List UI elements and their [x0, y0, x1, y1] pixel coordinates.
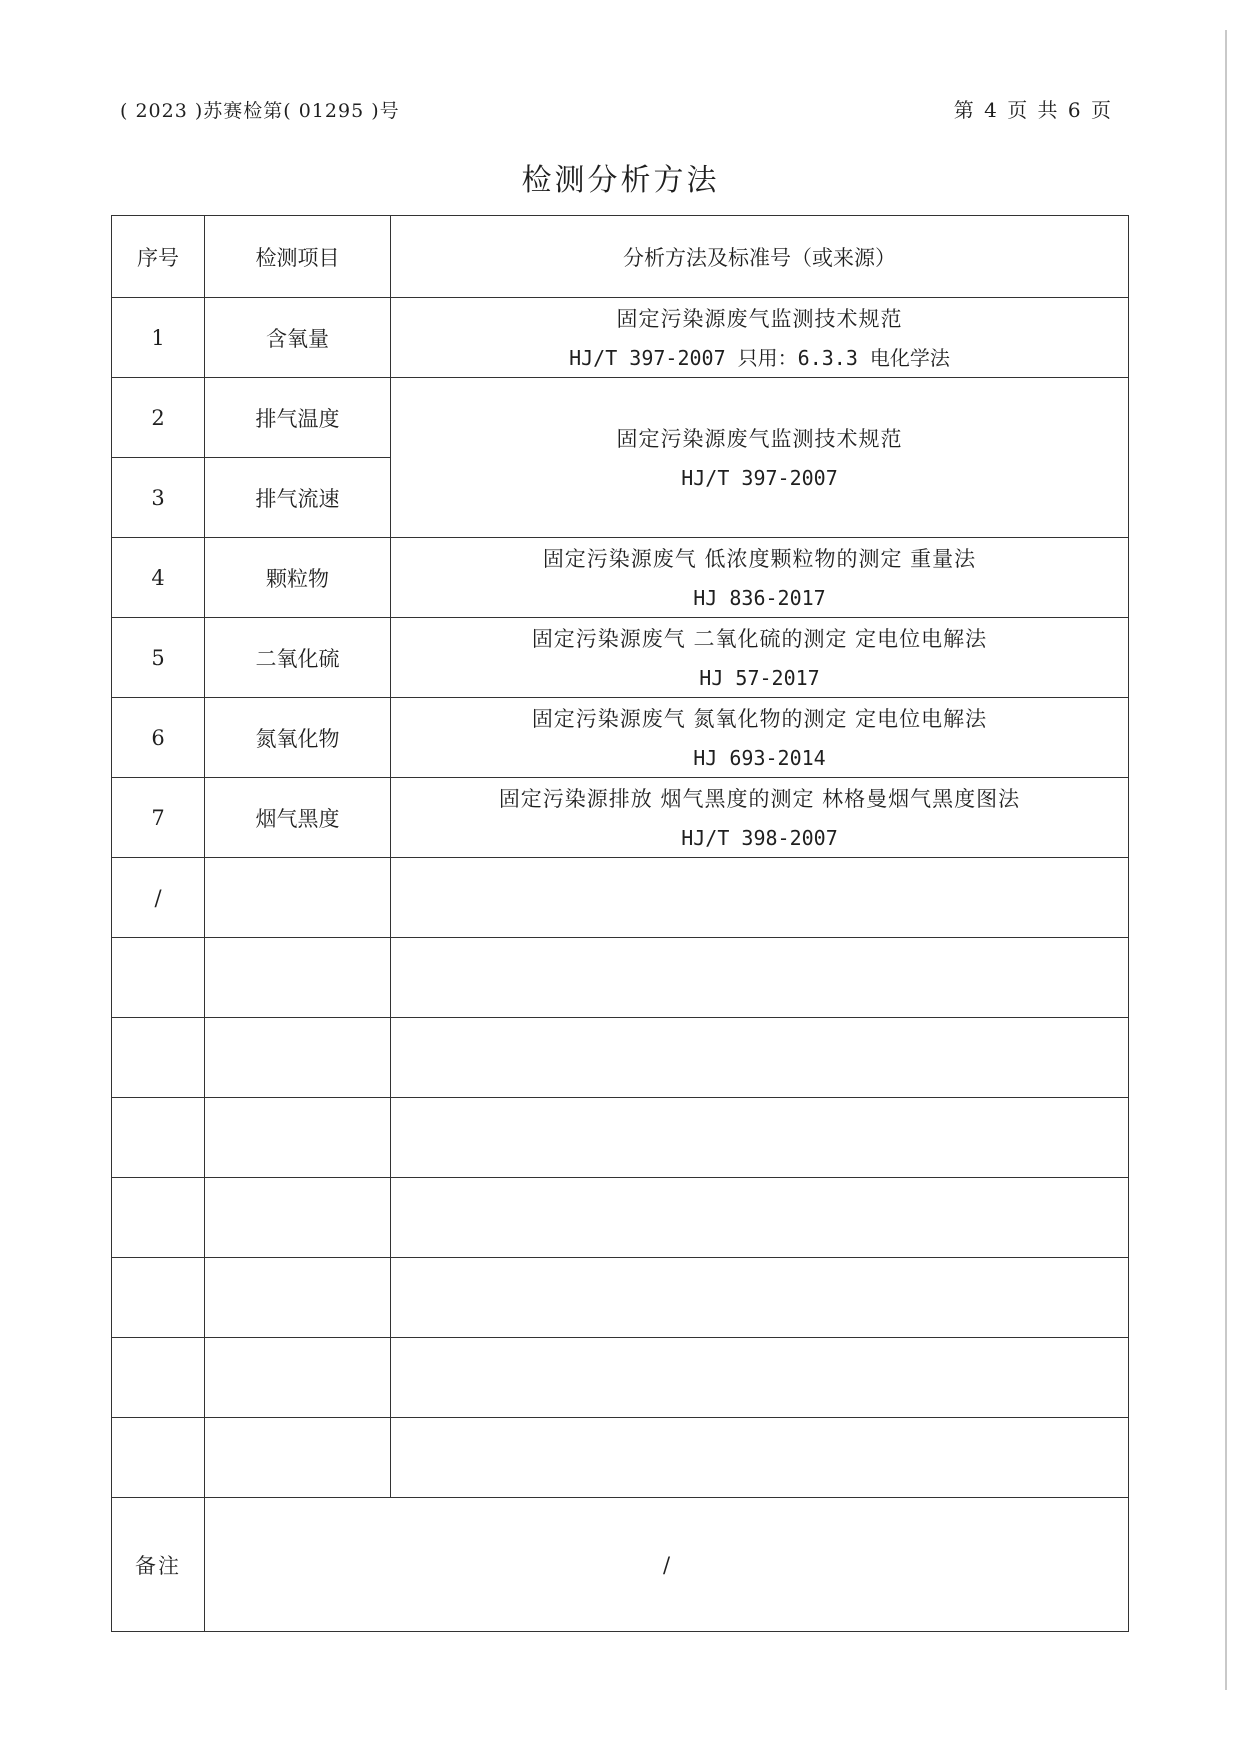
method-name: 固定污染源废气 二氧化硫的测定 定电位电解法	[531, 626, 988, 651]
method-name: 固定污染源废气 氮氧化物的测定 定电位电解法	[531, 706, 988, 731]
empty-row	[112, 1338, 1129, 1418]
row-item: 颗粒物	[205, 538, 391, 618]
row-no: 5	[112, 618, 205, 698]
table-row	[112, 378, 1129, 458]
remark-row	[112, 1498, 1129, 1632]
row-item: 氮氧化物	[205, 698, 391, 778]
method-standard: HJ 693-2014	[693, 745, 826, 770]
method-name: 固定污染源废气 低浓度颗粒物的测定 重量法	[542, 546, 977, 571]
row-item: 含氧量	[205, 298, 391, 378]
row-method-cell	[391, 538, 1129, 618]
row-item: 烟气黑度	[205, 778, 391, 858]
page-title: 检测分析方法	[521, 163, 720, 198]
row-item	[205, 858, 391, 938]
row-no: 1	[112, 298, 205, 378]
row-no: 4	[112, 538, 205, 618]
row-method-cell	[391, 378, 1129, 538]
remark-value: /	[205, 1498, 1129, 1632]
method-standard: HJ/T 398-2007	[681, 825, 838, 850]
row-no: 2	[112, 378, 205, 458]
header-cell-method: 分析方法及标准号（或来源）	[391, 216, 1129, 298]
remark-label: 备注	[112, 1498, 205, 1632]
row-item: 二氧化硫	[205, 618, 391, 698]
scan-edge	[1225, 30, 1227, 1690]
row-item: 排气温度	[205, 378, 391, 458]
table-row	[112, 538, 1129, 618]
report-number: ( 2023 )苏赛检第( 01295 )号	[120, 100, 400, 122]
header-cell-item: 检测项目	[205, 216, 391, 298]
row-no: 3	[112, 458, 205, 538]
empty-row	[112, 1178, 1129, 1258]
empty-row	[112, 1418, 1129, 1498]
table-row	[112, 858, 1129, 938]
table-row	[112, 778, 1129, 858]
row-method-cell	[391, 778, 1129, 858]
method-name: 固定污染源废气监测技术规范	[616, 426, 903, 451]
header-cell-no: 序号	[112, 216, 205, 298]
row-method-cell	[391, 298, 1129, 378]
row-no: /	[112, 858, 205, 938]
empty-row	[112, 1098, 1129, 1178]
table-row	[112, 698, 1129, 778]
page-info: 第 4 页 共 6 页	[953, 98, 1113, 122]
table-row	[112, 298, 1129, 378]
method-name: 固定污染源废气监测技术规范	[616, 306, 903, 331]
method-standard: HJ 57-2017	[699, 665, 820, 690]
method-name: 固定污染源排放 烟气黑度的测定 林格曼烟气黑度图法	[498, 786, 1021, 811]
empty-row	[112, 1258, 1129, 1338]
row-no: 6	[112, 698, 205, 778]
empty-row	[112, 1018, 1129, 1098]
row-item: 排气流速	[205, 458, 391, 538]
method-standard: HJ 836-2017	[693, 585, 826, 610]
table-header-row	[112, 216, 1129, 298]
row-method-cell	[391, 618, 1129, 698]
empty-row	[112, 938, 1129, 1018]
methods-table	[111, 215, 1129, 1632]
method-standard: HJ/T 397-2007	[681, 465, 838, 490]
row-method-cell	[391, 858, 1129, 938]
table-row	[112, 618, 1129, 698]
row-method-cell	[391, 698, 1129, 778]
row-no: 7	[112, 778, 205, 858]
method-standard: HJ/T 397-2007 只用：6.3.3 电化学法	[569, 345, 950, 370]
